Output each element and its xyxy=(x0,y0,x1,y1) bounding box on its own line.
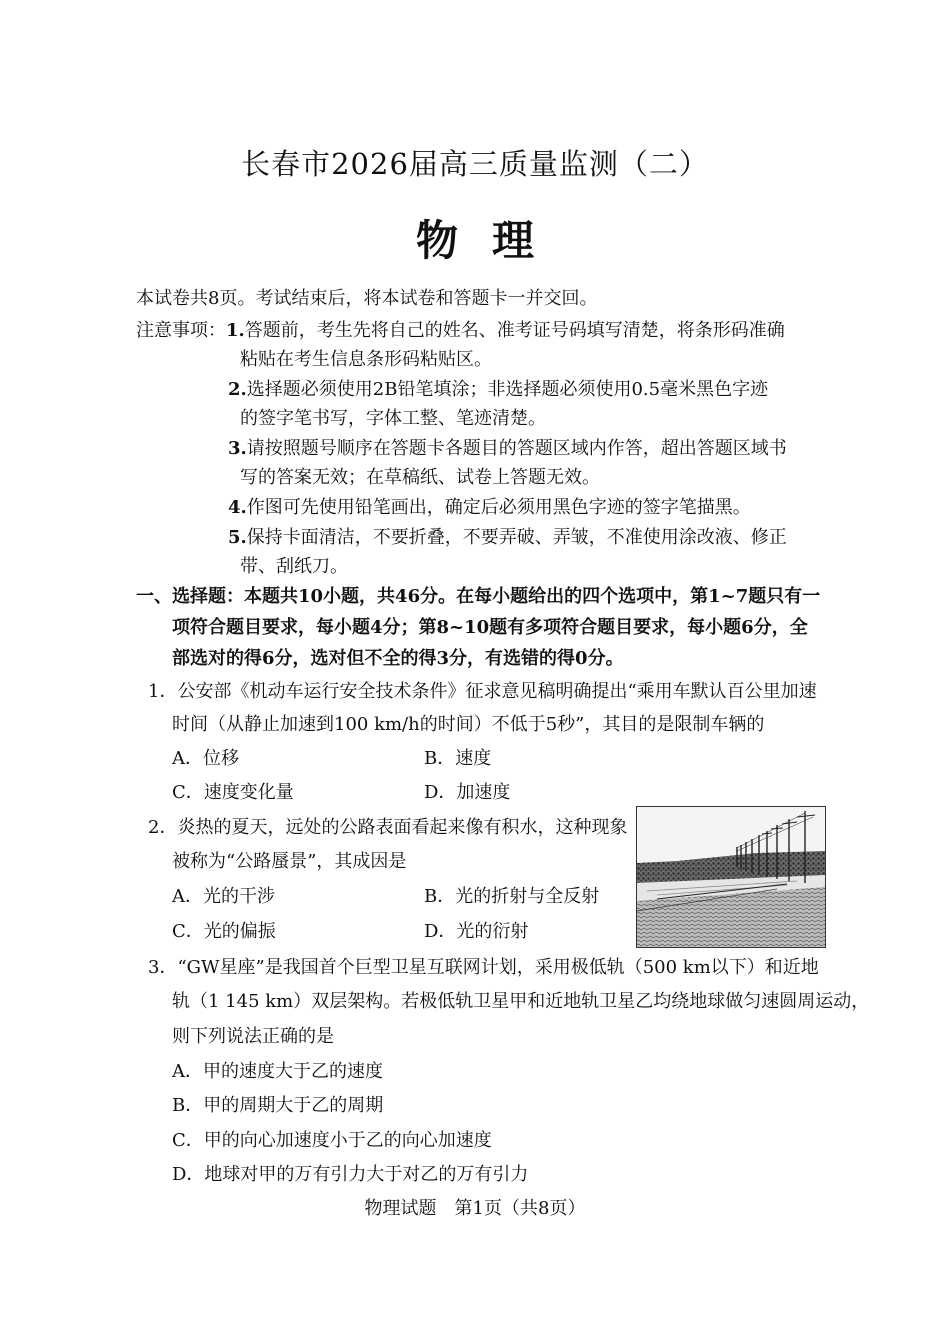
question-1-option-a: A．位移 xyxy=(172,748,239,769)
question-1-option-d: D．加速度 xyxy=(424,782,511,803)
subject-title: 物理 xyxy=(415,216,568,265)
question-2-stem: 2．炎热的夏天，远处的公路表面看起来像有积水，这种现象 xyxy=(148,817,628,838)
section-heading: 一、选择题：本题共10小题，共46分。在每小题给出的四个选项中，第1~7题只有一 xyxy=(136,586,821,607)
notice-intro: 本试卷共8页。考试结束后，将本试卷和答题卡一并交回。 xyxy=(136,288,598,309)
question-1-stem-cont: 时间（从静止加速到100 km/h的时间）不低于5秒”，其目的是限制车辆的 xyxy=(172,714,765,735)
question-3-option-b: B．甲的周期大于乙的周期 xyxy=(172,1095,384,1116)
notice-item-num: 5. xyxy=(228,527,247,548)
notice-item-text: 请按照题号顺序在答题卡各题目的答题区域内作答，超出答题区域书 xyxy=(246,438,787,459)
notice-item-text: 作图可先使用铅笔画出，确定后必须用黑色字迹的签字笔描黑。 xyxy=(246,497,751,518)
section-heading-cont: 部选对的得6分，选对但不全的得3分，有选错的得0分。 xyxy=(172,648,624,669)
question-2-option-a: A．光的干涉 xyxy=(172,886,275,907)
notice-item-2 xyxy=(228,379,768,401)
notice-label: 注意事项： xyxy=(136,320,226,341)
question-3-option-a: A．甲的速度大于乙的速度 xyxy=(172,1061,383,1082)
exam-title: 长春市2026届高三质量监测（二） xyxy=(241,147,709,181)
question-3-option-d: D．地球对甲的万有引力大于对乙的万有引力 xyxy=(172,1164,529,1185)
notice-item-num: 2. xyxy=(228,379,247,400)
notice-item-2-cont: 的签字笔书写，字体工整、笔迹清楚。 xyxy=(240,408,546,429)
notice-item-3 xyxy=(228,438,787,460)
question-3-stem-cont: 轨（1 145 km）双层架构。若极低轨卫星甲和近地轨卫星乙均绕地球做匀速圆周运动， xyxy=(172,991,870,1012)
road-mirage-figure xyxy=(636,806,826,948)
question-3-option-c: C．甲的向心加速度小于乙的向心加速度 xyxy=(172,1130,492,1151)
notice-item-3-cont: 写的答案无效；在草稿纸、试卷上答题无效。 xyxy=(240,467,600,488)
question-1-option-c: C．速度变化量 xyxy=(172,782,294,803)
road-mirage-illustration xyxy=(637,807,825,947)
notice-item-4 xyxy=(228,497,751,519)
notice-item-5 xyxy=(228,527,787,549)
notice-item-num: 1. xyxy=(226,320,245,341)
notice-item-1-cont: 粘贴在考生信息条形码粘贴区。 xyxy=(240,349,492,370)
question-2-option-c: C．光的偏振 xyxy=(172,921,276,942)
question-1-stem: 1．公安部《机动车运行安全技术条件》征求意见稿明确提出“乘用车默认百公里加速 xyxy=(148,681,817,702)
question-1-option-b: B．速度 xyxy=(424,748,492,769)
section-heading-cont: 项符合题目要求，每小题4分；第8~10题有多项符合题目要求，每小题6分，全 xyxy=(172,617,808,638)
question-2-stem-cont: 被称为“公路蜃景”，其成因是 xyxy=(172,851,407,872)
notice-item-text: 选择题必须使用2B铅笔填涂；非选择题必须使用0.5毫米黑色字迹 xyxy=(246,379,769,400)
notice-item-1 xyxy=(136,320,785,342)
notice-item-5-cont: 带、刮纸刀。 xyxy=(240,556,348,577)
question-3-stem-cont: 则下列说法正确的是 xyxy=(172,1026,334,1047)
page-footer: 物理试题 第1页（共8页） xyxy=(364,1198,586,1219)
question-2-option-d: D．光的衍射 xyxy=(424,921,529,942)
notice-item-num: 4. xyxy=(228,497,247,518)
question-3-stem: 3．“GW星座”是我国首个巨型卫星互联网计划，采用极低轨（500 km以下）和近地 xyxy=(148,957,819,978)
notice-item-num: 3. xyxy=(228,438,247,459)
question-2-option-b: B．光的折射与全反射 xyxy=(424,886,600,907)
notice-item-text: 答题前，考生先将自己的姓名、准考证号码填写清楚，将条形码准确 xyxy=(244,320,785,341)
notice-item-text: 保持卡面清洁，不要折叠，不要弄破、弄皱，不准使用涂改液、修正 xyxy=(246,527,787,548)
